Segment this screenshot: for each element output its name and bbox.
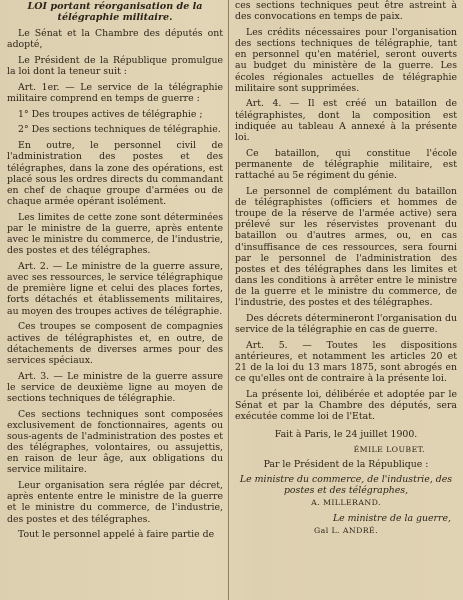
article-1-item-1: 1° Des troupes actives de télégraphie ;	[18, 108, 203, 120]
battalion-paragraph: Ce bataillon, qui constitue l'école permanente de télégraphie militaire, est rattaché au 5e régiment du génie.	[235, 147, 457, 181]
left-column	[0, 0, 228, 600]
signature-loubet: ÉMILE LOUBET.	[353, 445, 425, 455]
signature-millerand: A. MILLERAND.	[311, 498, 381, 507]
article-2: Art. 2. — Le ministre de la guerre assure, avec ses ressources, le service télégraphique de première ligne et celui des places fortes, forts détachés et établissements militaires, au moyen des troupes actives de télégraphie.	[7, 260, 223, 317]
law-title: LOI portant réorganisation de la télégraphie militaire.	[27, 1, 203, 23]
complement-paragraph: Le personnel de complément du bataillon de télégraphistes (officiers et hommes de troupe de la réserve de l'armée active) sera prélevé sur les réservistes provenant du bataillon ou d'autres armes, ou, en cas d'insuffisance de ces ressources, sera fourni par le personnel de l'administration des postes et des télégraphes dans les limites et dans les conditions à arrêter entre le ministre de la guerre et le ministre du commerce, de l'industrie, des postes et des télégraphes.	[235, 185, 457, 309]
article-5: Art. 5. — Toutes les dispositions antérieures, et notamment les articles 20 et 21 de la loi du 13 mars 1875, sont abrogés en ce qu'elles ont de contraire à la présente loi.	[235, 339, 457, 385]
civil-personnel-paragraph: En outre, le personnel civil de l'administration des postes et des télégraphes, dans la zone des opérations, est placé sous les ordres directs du commandant en chef de chaque groupe d'armées ou de chaque armée opérant isolément.	[7, 140, 223, 207]
technical-sections-paragraph: Ces sections techniques sont composées exclusivement de fonctionnaires, agents ou sous-agents de l'administration des postes et des télégraphes, volontaires, ou assujettis, en raison de leur âge, aux obligations du service militaire.	[7, 408, 223, 476]
promulgation-paragraph: Le Président de la République promulgue la loi dont la teneur suit :	[7, 54, 223, 78]
personnel-paragraph-start: Tout le personnel appelé à faire partie de	[18, 529, 215, 541]
article-1: Art. 1er. — Le service de la télégraphie militaire comprend en temps de guerre :	[7, 81, 223, 104]
execution-paragraph: La présente loi, délibérée et adoptée par le Sénat et par la Chambre des députés, sera exécutée comme loi de l'Etat.	[235, 389, 457, 423]
decrees-paragraph: Des décrets détermineront l'organisation du service de la télégraphie en cas de guerre.	[235, 313, 457, 336]
minister-war-title: Le ministre de la guerre,	[332, 513, 451, 525]
article-4: Art. 4. — Il est créé un bataillon de télégraphistes, dont la composition est indiquée au tableau A annexé à la présente loi.	[235, 98, 457, 143]
article-3: Art. 3. — Le ministre de la guerre assure le service de deuxième ligne au moyen de sections techniques de télégraphie.	[7, 370, 223, 404]
troops-paragraph: Ces troupes se composent de compagnies actives de télégraphistes et, en outre, de détachements de diverses armes pour des services spéciaux.	[7, 321, 223, 366]
article-1-item-2: 2° Des sections techniques de télégraphie.	[18, 124, 221, 136]
personnel-paragraph-end: ces sections techniques peut être astreint à des convocations en temps de paix.	[235, 0, 457, 23]
date-place-line: Fait à Paris, le 24 juillet 1900.	[274, 428, 418, 440]
organisation-paragraph: Leur organisation sera réglée par décret, après entente entre le ministre de la guerre et le ministre du commerce, de l'industrie, des postes et des télégraphes.	[7, 480, 223, 525]
signature-andre: Gal L. ANDRÉ.	[314, 526, 378, 536]
credits-paragraph: Les crédits nécessaires pour l'organisation des sections techniques de télégraphie, tant en personnel qu'en matériel, seront ouverts au budget du ministère de la guerre. Les écoles régionales actuelles de télégraphie militaire sont supprimées.	[235, 26, 457, 94]
right-column	[229, 0, 463, 600]
by-the-president-line: Par le Président de la République :	[263, 458, 429, 470]
adoption-paragraph: Le Sénat et la Chambre des députés ont adopté,	[7, 28, 223, 51]
zone-limits-paragraph: Les limites de cette zone sont déterminées par le ministre de la guerre, après entente avec le ministre du commerce, de l'industrie, des postes et des télégraphes.	[7, 211, 223, 257]
minister-commerce-title: Le ministre du commerce, de l'industrie, des postes et des télégraphes,	[239, 473, 453, 496]
